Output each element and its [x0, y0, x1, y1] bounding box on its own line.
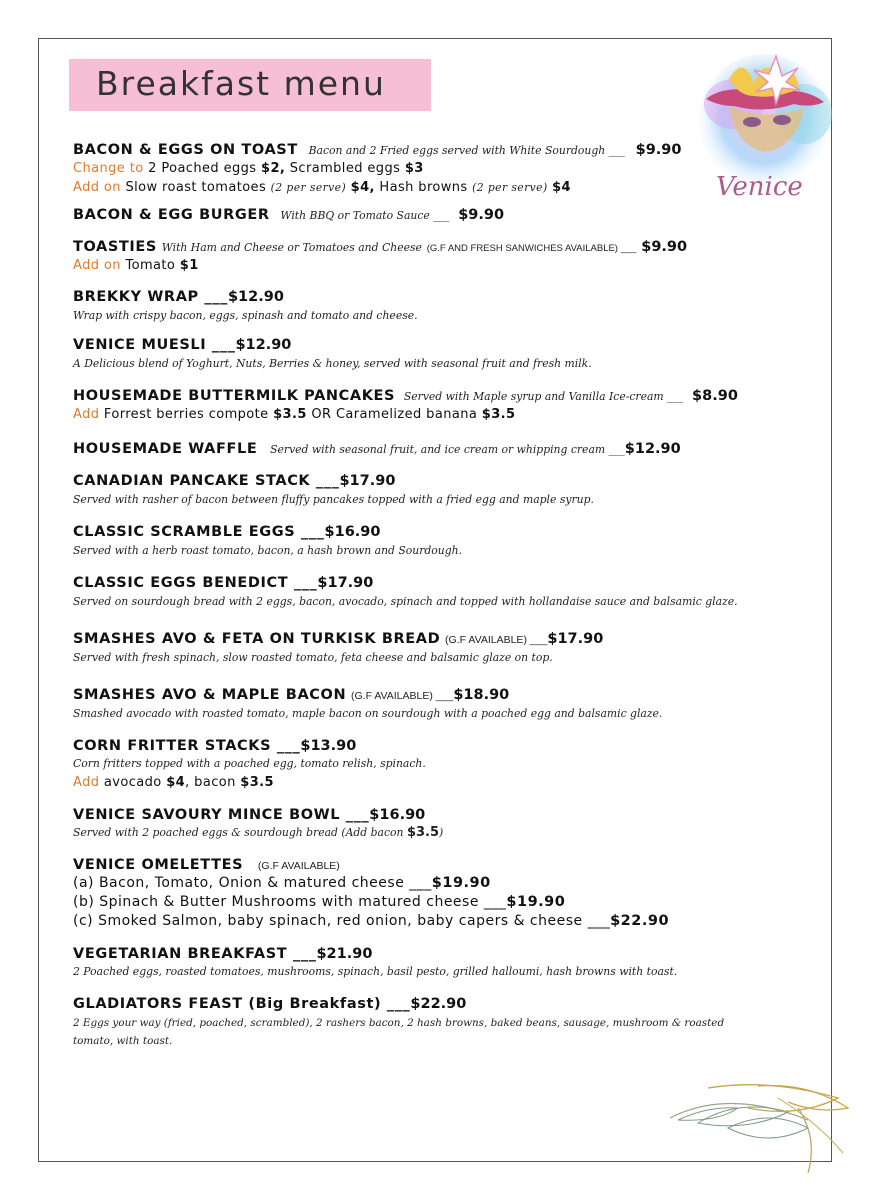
change-option: 2 Poached eggs	[148, 161, 257, 176]
option-price: $22.90	[610, 913, 670, 929]
add-label: Add	[73, 407, 100, 422]
add-option: Forrest berries compote	[103, 407, 269, 422]
item-price: $8.90	[692, 388, 738, 404]
item-name: SMASHES AVO & MAPLE BACON	[73, 687, 347, 703]
item-name: VENICE OMELETTES	[73, 857, 244, 873]
item-description: Served with rasher of bacon between fluffy pancakes topped with a fried egg and maple syrup.	[73, 493, 594, 506]
item-price: $21.90	[316, 946, 373, 962]
item-name: CLASSIC SCRAMBLE EGGS ___	[73, 524, 325, 540]
page-title: Breakfast menu	[96, 64, 386, 103]
menu-item-omelettes	[73, 855, 340, 875]
menu-item-waffle	[73, 439, 681, 459]
menu-item-corn	[73, 736, 356, 755]
add-label: Add	[73, 775, 100, 790]
item-price: $17.90	[547, 631, 604, 647]
pancakes-add-line	[73, 405, 515, 424]
add-price: $1	[179, 258, 199, 273]
item-price: $9.90	[458, 207, 505, 223]
change-price: $3	[404, 161, 424, 176]
menu-item-mince	[73, 805, 425, 824]
omelette-option-c	[73, 912, 669, 931]
item-inline: With BBQ or Tomato Sauce ___	[280, 209, 450, 222]
add-option: , bacon	[185, 775, 236, 790]
item-inline: With Ham and Cheese or Tomatoes and Cheese	[161, 241, 422, 254]
item-gf-note: (G.F AVAILABLE) ___	[445, 634, 548, 646]
item-name: CLASSIC EGGS BENEDICT ___	[73, 575, 318, 591]
bacon-eggs-change-line	[73, 159, 424, 178]
item-name: BACON & EGGS ON TOAST	[73, 142, 298, 158]
item-name: BREKKY WRAP ___	[73, 289, 228, 305]
option-price: $19.90	[506, 894, 566, 910]
item-name: SMASHES AVO & FETA ON TURKISK BREAD	[73, 631, 441, 647]
corn-add-line	[73, 773, 274, 792]
item-price: $17.90	[317, 575, 374, 591]
item-description: 2 Poached eggs, roasted tomatoes, mushrooms, spinach, basil pesto, grilled halloumi, hash browns with toast.	[73, 965, 678, 978]
option-text: (c) Smoked Salmon, baby spinach, red onion, baby capers & cheese ___	[73, 913, 611, 929]
menu-item-benedict	[73, 573, 373, 592]
item-description: tomato, with toast.	[73, 1035, 173, 1047]
option-text: (b) Spinach & Butter Mushrooms with matured cheese ___	[73, 894, 507, 910]
item-inline: Served with Maple syrup and Vanilla Ice-cream ___	[403, 390, 684, 403]
add-price: $3.5	[273, 407, 307, 422]
item-gf-note: (G.F AND FRESH SANWICHES AVAILABLE) ___	[426, 243, 637, 254]
item-price: $17.90	[339, 473, 396, 489]
option-price: $19.90	[431, 875, 491, 891]
item-name: CANADIAN PANCAKE STACK ___	[73, 473, 340, 489]
item-name: VEGETARIAN BREAKFAST ___	[73, 946, 317, 962]
item-name: GLADIATORS FEAST (Big Breakfast) ___	[73, 996, 411, 1012]
bacon-eggs-add-line	[73, 178, 571, 197]
omelette-option-b	[73, 893, 565, 912]
item-price: $13.90	[300, 738, 357, 754]
menu-item-wrap	[73, 287, 284, 306]
menu-item-bacon-eggs	[73, 140, 682, 160]
logo-text: Venice	[716, 172, 803, 202]
item-description-line	[73, 824, 443, 842]
add-price: $4	[552, 180, 572, 195]
menu-item-bacon-burger	[73, 205, 504, 225]
item-description: Served on sourdough bread with 2 eggs, bacon, avocado, spinach and topped with hollandaise sauce and balsamic glaze.	[73, 595, 738, 608]
add-note: (2 per serve)	[472, 181, 548, 194]
change-label: Change to	[73, 161, 144, 176]
menu-item-muesli	[73, 335, 291, 354]
menu-item-pancakes	[73, 386, 738, 406]
change-price: $2,	[261, 161, 286, 176]
item-description: Served with fresh spinach, slow roasted tomato, feta cheese and balsamic glaze on top.	[73, 651, 553, 664]
menu-item-toasties	[73, 237, 687, 258]
item-price: $9.90	[641, 239, 688, 255]
add-price: $4	[166, 775, 186, 790]
add-price: $3.5	[240, 775, 274, 790]
item-gf-note: (G.F AVAILABLE)	[257, 860, 340, 872]
toasties-add-line	[73, 256, 199, 275]
add-note: (2 per serve)	[270, 181, 347, 194]
item-price: $16.90	[324, 524, 381, 540]
item-price: $12.90	[235, 337, 292, 353]
item-description: Wrap with crispy bacon, eggs, spinash and tomato and cheese.	[73, 309, 418, 322]
omelette-option-a	[73, 874, 491, 893]
add-label: Add on	[73, 258, 121, 273]
item-description: Served with a herb roast tomato, bacon, a hash brown and Sourdough.	[73, 544, 463, 557]
option-text: (a) Bacon, Tomato, Onion & matured cheese ___	[73, 875, 432, 891]
add-option: Hash browns	[379, 180, 468, 195]
item-name: HOUSEMADE WAFFLE	[73, 441, 258, 457]
item-inline: Served with seasonal fruit, and ice cream or whipping cream ___	[270, 443, 625, 456]
menu-item-gladiators	[73, 994, 466, 1013]
item-name: TOASTIES	[73, 239, 157, 255]
add-option: Tomato	[125, 258, 176, 273]
add-price: $3.5	[481, 407, 516, 422]
change-option: Scrambled eggs	[289, 161, 401, 176]
add-price: $3.5	[406, 825, 440, 840]
menu-item-avo-bacon	[73, 685, 509, 705]
item-name: VENICE SAVOURY MINCE BOWL ___	[73, 807, 370, 823]
menu-item-scramble	[73, 522, 381, 541]
item-price: $12.90	[624, 441, 681, 457]
item-price: $16.90	[369, 807, 426, 823]
item-price: $9.90	[635, 142, 682, 158]
add-label: Add on	[73, 180, 121, 195]
item-name: HOUSEMADE BUTTERMILK PANCAKES	[73, 388, 396, 404]
item-description: Served with 2 poached eggs & sourdough bread (Add bacon	[73, 826, 404, 839]
item-gf-note: (G.F AVAILABLE) ___	[350, 690, 454, 702]
item-description: Corn fritters topped with a poached egg, tomato relish, spinach.	[73, 757, 426, 770]
item-price: $22.90	[410, 996, 467, 1012]
menu-item-avo-feta	[73, 629, 603, 649]
item-name: BACON & EGG BURGER	[73, 207, 270, 223]
item-description: A Delicious blend of Yoghurt, Nuts, Berries & honey, served with seasonal fruit and fresh milk.	[73, 357, 592, 370]
add-option: Slow roast tomatoes	[125, 180, 267, 195]
item-description: Smashed avocado with roasted tomato, maple bacon on sourdough with a poached egg and balsamic glaze.	[73, 707, 663, 720]
item-description: 2 Eggs your way (fried, poached, scrambled), 2 rashers bacon, 2 hash browns, baked beans, sausage, mushroom & roasted	[73, 1017, 725, 1029]
menu-item-canadian	[73, 471, 395, 490]
item-price: $18.90	[453, 687, 510, 703]
item-name: CORN FRITTER STACKS ___	[73, 738, 301, 754]
menu-item-vegetarian	[73, 944, 372, 963]
item-inline: Bacon and 2 Fried eggs served with White Sourdough ___	[308, 144, 625, 157]
item-price: $12.90	[227, 289, 284, 305]
description-close: )	[439, 826, 444, 839]
item-name: VENICE MUESLI ___	[73, 337, 236, 353]
add-price: $4,	[350, 180, 375, 195]
add-option: OR Caramelized banana	[311, 407, 478, 422]
add-option: avocado	[103, 775, 162, 790]
